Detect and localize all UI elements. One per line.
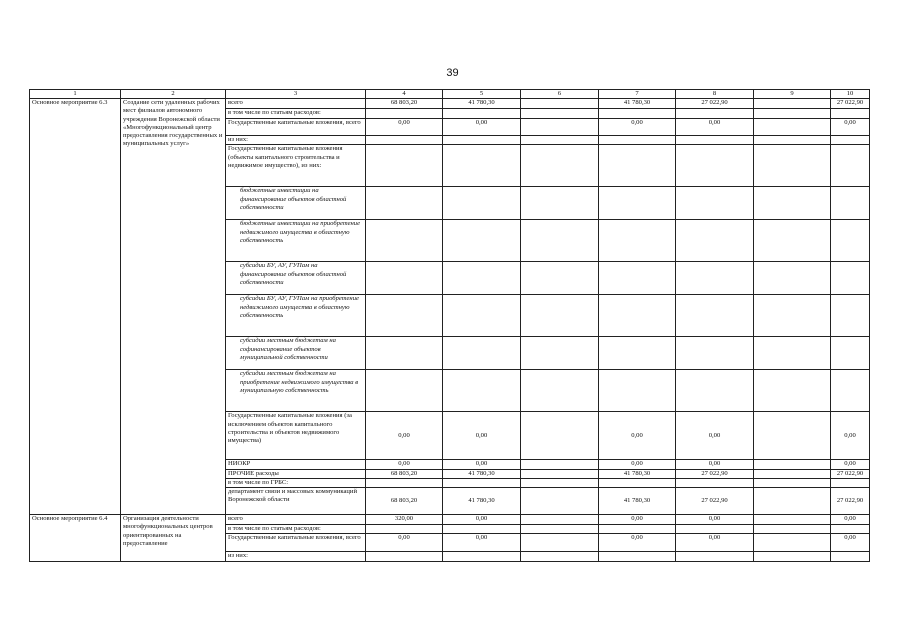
value-cell-5 [443, 525, 521, 534]
value-cell-9 [754, 337, 831, 370]
value-cell-10 [831, 337, 870, 370]
value-cell-6 [521, 295, 599, 337]
table-row [30, 99, 870, 109]
value-cell-4 [366, 187, 443, 220]
value-cell-9 [754, 109, 831, 119]
value-cell-8 [676, 136, 754, 145]
activity-name-cell: Создание сети удаленных рабочих мест филиалов автономного учреждения Воронежской области «Многофункциональный центр предоставления государственных и муниципальных услуг» [121, 99, 226, 515]
header-row [30, 90, 870, 99]
budget-table [29, 89, 870, 562]
expense-label-cell: в том числе по статьям расходов: [226, 525, 366, 534]
value-cell-10: 0,00 [831, 534, 870, 552]
value-cell-9 [754, 220, 831, 262]
page-number: 39 [446, 67, 459, 79]
value-cell-10: 27 022,90 [831, 488, 870, 515]
value-cell-8: 27 022,90 [676, 469, 754, 478]
activity-number-cell: Основное мероприятие 6.3 [30, 99, 121, 515]
value-cell-5 [443, 295, 521, 337]
value-cell-5: 0,00 [443, 460, 521, 469]
value-cell-5: 0,00 [443, 515, 521, 525]
value-cell-8: 0,00 [676, 412, 754, 460]
value-cell-5 [443, 187, 521, 220]
value-cell-8 [676, 220, 754, 262]
expense-label-cell: субсидии местным бюджетам на приобретение недвижимого имущества в муниципальную собственность [226, 370, 366, 412]
value-cell-10 [831, 187, 870, 220]
value-cell-7: 41 780,30 [599, 99, 676, 109]
value-cell-10 [831, 525, 870, 534]
value-cell-5 [443, 220, 521, 262]
header-cell: 4 [366, 90, 443, 99]
expense-label-cell: субсидии БУ, АУ, ГУПам на приобретение недвижимого имущества в областную собственность [226, 295, 366, 337]
value-cell-4 [366, 370, 443, 412]
header-cell: 7 [599, 90, 676, 99]
value-cell-5: 41 780,30 [443, 488, 521, 515]
value-cell-9 [754, 478, 831, 487]
value-cell-9 [754, 552, 831, 561]
value-cell-4: 0,00 [366, 119, 443, 136]
value-cell-9 [754, 136, 831, 145]
value-cell-7 [599, 370, 676, 412]
value-cell-4: 0,00 [366, 460, 443, 469]
value-cell-9 [754, 145, 831, 187]
value-cell-8 [676, 337, 754, 370]
value-cell-7 [599, 187, 676, 220]
value-cell-4 [366, 220, 443, 262]
value-cell-10 [831, 478, 870, 487]
value-cell-9 [754, 262, 831, 295]
value-cell-8: 27 022,90 [676, 488, 754, 515]
value-cell-4 [366, 337, 443, 370]
value-cell-6 [521, 488, 599, 515]
value-cell-10: 27 022,90 [831, 99, 870, 109]
value-cell-7 [599, 109, 676, 119]
value-cell-7 [599, 337, 676, 370]
value-cell-9 [754, 488, 831, 515]
value-cell-5: 41 780,30 [443, 469, 521, 478]
value-cell-8 [676, 370, 754, 412]
value-cell-4: 0,00 [366, 534, 443, 552]
value-cell-6 [521, 412, 599, 460]
value-cell-6 [521, 119, 599, 136]
value-cell-4 [366, 552, 443, 561]
expense-label-cell: субсидии БУ, АУ, ГУПам на финансирование объектов областной собственности [226, 262, 366, 295]
value-cell-4 [366, 478, 443, 487]
value-cell-9 [754, 469, 831, 478]
value-cell-4 [366, 525, 443, 534]
value-cell-8: 0,00 [676, 515, 754, 525]
value-cell-9 [754, 515, 831, 525]
value-cell-10: 27 022,90 [831, 469, 870, 478]
value-cell-7: 41 780,30 [599, 488, 676, 515]
value-cell-4 [366, 136, 443, 145]
value-cell-10 [831, 145, 870, 187]
value-cell-5: 0,00 [443, 119, 521, 136]
value-cell-10 [831, 109, 870, 119]
header-cell: 1 [30, 90, 121, 99]
value-cell-8 [676, 187, 754, 220]
value-cell-7: 0,00 [599, 460, 676, 469]
header-cell: 6 [521, 90, 599, 99]
expense-label-cell: департамент связи и массовых коммуникаций Воронежской области [226, 488, 366, 515]
expense-label-cell: в том числе по статьям расходов: [226, 109, 366, 119]
value-cell-6 [521, 469, 599, 478]
value-cell-10 [831, 370, 870, 412]
value-cell-6 [521, 552, 599, 561]
value-cell-5: 41 780,30 [443, 99, 521, 109]
activity-name-cell: Организация деятельности многофункциональных центров ориентированных на предоставление [121, 515, 226, 561]
value-cell-5: 0,00 [443, 534, 521, 552]
value-cell-7 [599, 145, 676, 187]
value-cell-9 [754, 187, 831, 220]
value-cell-6 [521, 220, 599, 262]
value-cell-7: 0,00 [599, 515, 676, 525]
value-cell-7: 0,00 [599, 119, 676, 136]
value-cell-4: 68 803,20 [366, 99, 443, 109]
value-cell-10 [831, 552, 870, 561]
value-cell-8 [676, 525, 754, 534]
value-cell-6 [521, 262, 599, 295]
value-cell-8: 0,00 [676, 534, 754, 552]
value-cell-7 [599, 220, 676, 262]
value-cell-5 [443, 337, 521, 370]
header-cell: 9 [754, 90, 831, 99]
value-cell-6 [521, 109, 599, 119]
value-cell-10: 0,00 [831, 412, 870, 460]
value-cell-6 [521, 370, 599, 412]
value-cell-5 [443, 109, 521, 119]
value-cell-6 [521, 525, 599, 534]
value-cell-4 [366, 295, 443, 337]
value-cell-10 [831, 220, 870, 262]
value-cell-10 [831, 295, 870, 337]
value-cell-5 [443, 145, 521, 187]
value-cell-6 [521, 478, 599, 487]
value-cell-4 [366, 262, 443, 295]
expense-label-cell: Государственные капитальные вложения, всего [226, 119, 366, 136]
expense-label-cell: ПРОЧИЕ расходы [226, 469, 366, 478]
value-cell-8 [676, 295, 754, 337]
value-cell-6 [521, 136, 599, 145]
value-cell-6 [521, 145, 599, 187]
value-cell-8: 0,00 [676, 119, 754, 136]
expense-label-cell: всего [226, 515, 366, 525]
value-cell-10 [831, 136, 870, 145]
value-cell-8 [676, 478, 754, 487]
header-cell: 10 [831, 90, 870, 99]
value-cell-6 [521, 187, 599, 220]
value-cell-8 [676, 145, 754, 187]
expense-label-cell: НИОКР [226, 460, 366, 469]
value-cell-10 [831, 262, 870, 295]
expense-label-cell: Государственные капитальные вложения, всего [226, 534, 366, 552]
value-cell-6 [521, 515, 599, 525]
header-cell: 8 [676, 90, 754, 99]
value-cell-5 [443, 370, 521, 412]
value-cell-6 [521, 460, 599, 469]
expense-label-cell: субсидии местным бюджетам на софинансирование объектов муниципальной собственности [226, 337, 366, 370]
expense-label-cell: бюджетные инвестиции на финансирование объектов областной собственности [226, 187, 366, 220]
activity-number-cell: Основное мероприятие 6.4 [30, 515, 121, 561]
value-cell-8 [676, 262, 754, 295]
value-cell-7: 0,00 [599, 534, 676, 552]
value-cell-5 [443, 552, 521, 561]
value-cell-10: 0,00 [831, 119, 870, 136]
expense-label-cell: из них: [226, 136, 366, 145]
expense-label-cell: всего [226, 99, 366, 109]
value-cell-4: 320,00 [366, 515, 443, 525]
table-row [30, 515, 870, 525]
value-cell-9 [754, 525, 831, 534]
value-cell-5 [443, 136, 521, 145]
value-cell-7: 41 780,30 [599, 469, 676, 478]
value-cell-4: 0,00 [366, 412, 443, 460]
value-cell-7 [599, 478, 676, 487]
header-cell: 3 [226, 90, 366, 99]
value-cell-5 [443, 478, 521, 487]
expense-label-cell: Государственные капитальные вложения (за исключением объектов капитального строительства и объектов недвижимого имущества) [226, 412, 366, 460]
value-cell-4: 68 803,20 [366, 488, 443, 515]
value-cell-9 [754, 99, 831, 109]
value-cell-9 [754, 119, 831, 136]
expense-label-cell: из них: [226, 552, 366, 561]
value-cell-9 [754, 460, 831, 469]
value-cell-7 [599, 552, 676, 561]
expense-label-cell: Государственные капитальные вложения (объекты капитального строительства и недвижимое имущество), из них: [226, 145, 366, 187]
value-cell-4 [366, 145, 443, 187]
value-cell-8 [676, 552, 754, 561]
value-cell-9 [754, 370, 831, 412]
value-cell-7 [599, 525, 676, 534]
value-cell-6 [521, 99, 599, 109]
value-cell-7 [599, 295, 676, 337]
value-cell-8: 27 022,90 [676, 99, 754, 109]
value-cell-8 [676, 109, 754, 119]
value-cell-9 [754, 412, 831, 460]
value-cell-4: 68 803,20 [366, 469, 443, 478]
value-cell-9 [754, 534, 831, 552]
value-cell-7 [599, 262, 676, 295]
expense-label-cell: бюджетные инвестиции на приобретение недвижимого имущества в областную собственность [226, 220, 366, 262]
value-cell-10: 0,00 [831, 515, 870, 525]
value-cell-5 [443, 262, 521, 295]
value-cell-4 [366, 109, 443, 119]
value-cell-6 [521, 534, 599, 552]
header-cell: 2 [121, 90, 226, 99]
value-cell-8: 0,00 [676, 460, 754, 469]
value-cell-7 [599, 136, 676, 145]
header-cell: 5 [443, 90, 521, 99]
value-cell-6 [521, 337, 599, 370]
value-cell-5: 0,00 [443, 412, 521, 460]
value-cell-9 [754, 295, 831, 337]
value-cell-7: 0,00 [599, 412, 676, 460]
expense-label-cell: в том числе по ГРБС: [226, 478, 366, 487]
value-cell-10: 0,00 [831, 460, 870, 469]
